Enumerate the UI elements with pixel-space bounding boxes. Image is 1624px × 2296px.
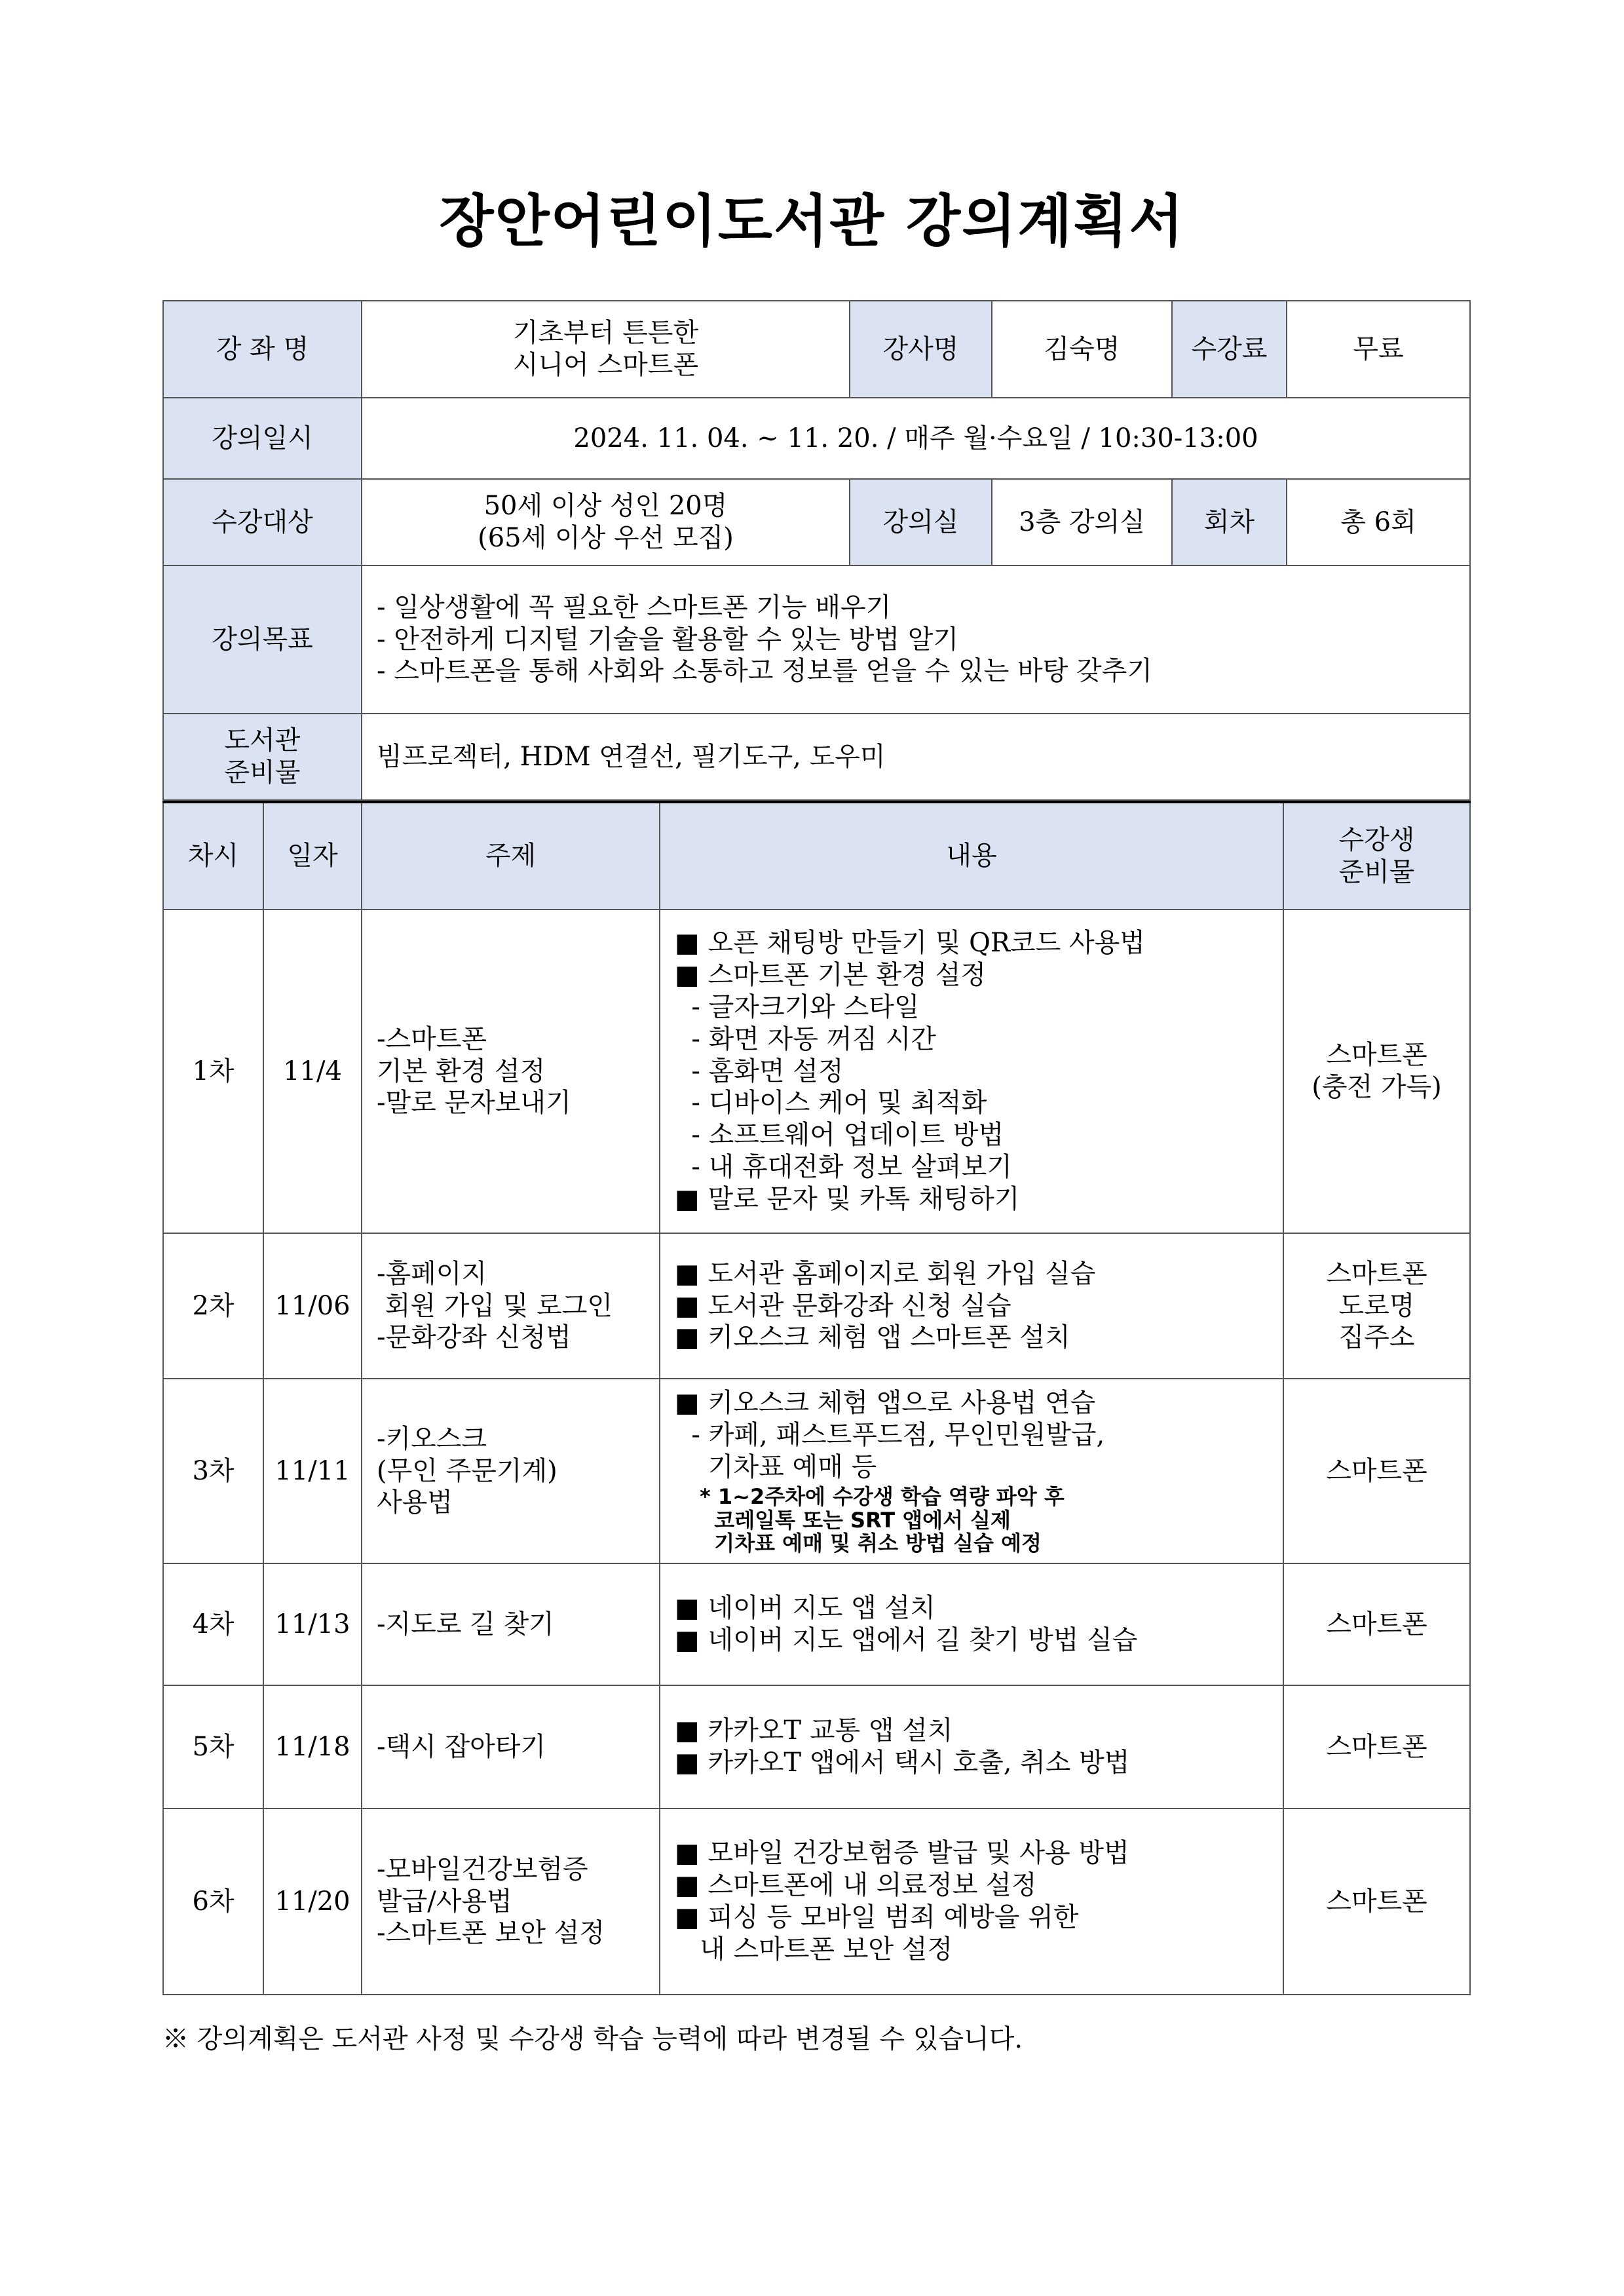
student-prep-cell: 스마트폰 [1283,1808,1470,1995]
topic-cell: -홈페이지 회원 가입 및 로그인 -문화강좌 신청법 [362,1233,660,1379]
date-cell: 11/4 [263,909,362,1233]
schedule-row [163,1563,1470,1685]
header-content: 내용 [660,802,1283,909]
room-value: 3층 강의실 [992,479,1172,565]
fee-label: 수강료 [1172,301,1287,398]
library-prep-value: 빔프로젝터, HDM 연결선, 필기도구, 도우미 [362,714,1470,800]
schedule-row [163,1808,1470,1995]
goal-item: - 안전하게 디지털 기술을 활용할 수 있는 방법 알기 [377,624,959,655]
content-cell: ■ 도서관 홈페이지로 회원 가입 실습 ■ 도서관 문화강좌 신청 실습 ■ 키오스크 체험 앱 스마트폰 설치 [660,1233,1283,1379]
library-prep-label: 도서관 준비물 [163,714,362,800]
instructor-value: 김숙명 [992,301,1172,398]
fee-value: 무료 [1287,301,1470,398]
content-cell: ■ 네이버 지도 앱 설치 ■ 네이버 지도 앱에서 길 찾기 방법 실습 [660,1563,1283,1685]
student-prep-cell: 스마트폰 (충전 가득) [1283,909,1470,1233]
goal-label: 강의목표 [163,565,362,714]
schedule-row [163,1233,1470,1379]
date-cell: 11/20 [263,1808,362,1995]
student-prep-cell: 스마트폰 [1283,1563,1470,1685]
schedule-row [163,1685,1470,1808]
student-prep-cell: 스마트폰 [1283,1379,1470,1563]
course-info-table [162,300,1471,801]
session-cell: 3차 [163,1379,263,1563]
goal-item: - 일상생활에 꼭 필요한 스마트폰 기능 배우기 [377,592,892,622]
date-cell: 11/11 [263,1379,362,1563]
goal-item: - 스마트폰을 통해 사회와 소통하고 정보를 얻을 수 있는 바탕 갖추기 [377,656,1152,687]
course-name-value: 기초부터 튼튼한 시니어 스마트폰 [362,301,850,398]
header-topic: 주제 [362,802,660,909]
date-label: 강의일시 [163,398,362,479]
target-value: 50세 이상 성인 20명 (65세 이상 우선 모집) [362,479,850,565]
topic-cell: -모바일건강보험증 발급/사용법 -스마트폰 보안 설정 [362,1808,660,1995]
date-cell: 11/13 [263,1563,362,1685]
content-cell: ■ 모바일 건강보험증 발급 및 사용 방법 ■ 스마트폰에 내 의료정보 설정 ■ 피싱 등 모바일 범죄 예방을 위한 내 스마트폰 보안 설정 [660,1808,1283,1995]
document-title: 장안어린이도서관 강의계획서 [439,189,1185,254]
sessions-label: 회차 [1172,479,1287,565]
schedule-row [163,909,1470,1233]
session-cell: 5차 [163,1685,263,1808]
content-cell: ■ 키오스크 체험 앱으로 사용법 연습 - 카페, 패스트푸드점, 무인민원발급, 기차표 예매 등 * 1~2주차에 수강생 학습 역량 파악 후 코레일톡 또는 SRT 앱에서 실제 기차표 예매 및 취소 방법 실습 예정 [660,1379,1283,1563]
content-cell: ■ 오픈 채팅방 만들기 및 QR코드 사용법 ■ 스마트폰 기본 환경 설정 - 글자크기와 스타일 - 화면 자동 꺼짐 시간 - 홈화면 설정 - 디바이스 케어 및 최적화 - 소프트웨어 업데이트 방법 - 내 휴대전화 정보 살펴보기 ■ 말로 문자 및 카톡 채팅하기 [660,909,1283,1233]
goal-list [362,565,1470,714]
course-name-label: 강 좌 명 [163,301,362,398]
topic-cell: -키오스크 (무인 주문기계) 사용법 [362,1379,660,1563]
content-cell: ■ 카카오T 교통 앱 설치 ■ 카카오T 앱에서 택시 호출, 취소 방법 [660,1685,1283,1808]
schedule-row [163,1379,1470,1563]
session-cell: 4차 [163,1563,263,1685]
topic-cell: -택시 잡아타기 [362,1685,660,1808]
topic-cell: -지도로 길 찾기 [362,1563,660,1685]
content-note: * 1~2주차에 수강생 학습 역량 파악 후 코레일톡 또는 SRT 앱에서 실제 기차표 예매 및 취소 방법 실습 예정 [700,1484,1065,1556]
student-prep-cell: 스마트폰 도로명 집주소 [1283,1233,1470,1379]
header-session: 차시 [163,802,263,909]
session-cell: 6차 [163,1808,263,1995]
header-date: 일자 [263,802,362,909]
date-value: 2024. 11. 04. ~ 11. 20. / 매주 월·수요일 / 10:30-13:00 [362,398,1470,479]
target-label: 수강대상 [163,479,362,565]
session-cell: 1차 [163,909,263,1233]
footer-note: ※ 강의계획은 도서관 사정 및 수강생 학습 능력에 따라 변경될 수 있습니다. [162,2024,1023,2054]
session-cell: 2차 [163,1233,263,1379]
sessions-value: 총 6회 [1287,479,1470,565]
header-student-prep: 수강생 준비물 [1283,802,1470,909]
schedule-table [162,801,1471,1995]
date-cell: 11/06 [263,1233,362,1379]
room-label: 강의실 [850,479,992,565]
student-prep-cell: 스마트폰 [1283,1685,1470,1808]
date-cell: 11/18 [263,1685,362,1808]
topic-cell: -스마트폰 기본 환경 설정 -말로 문자보내기 [362,909,660,1233]
instructor-label: 강사명 [850,301,992,398]
